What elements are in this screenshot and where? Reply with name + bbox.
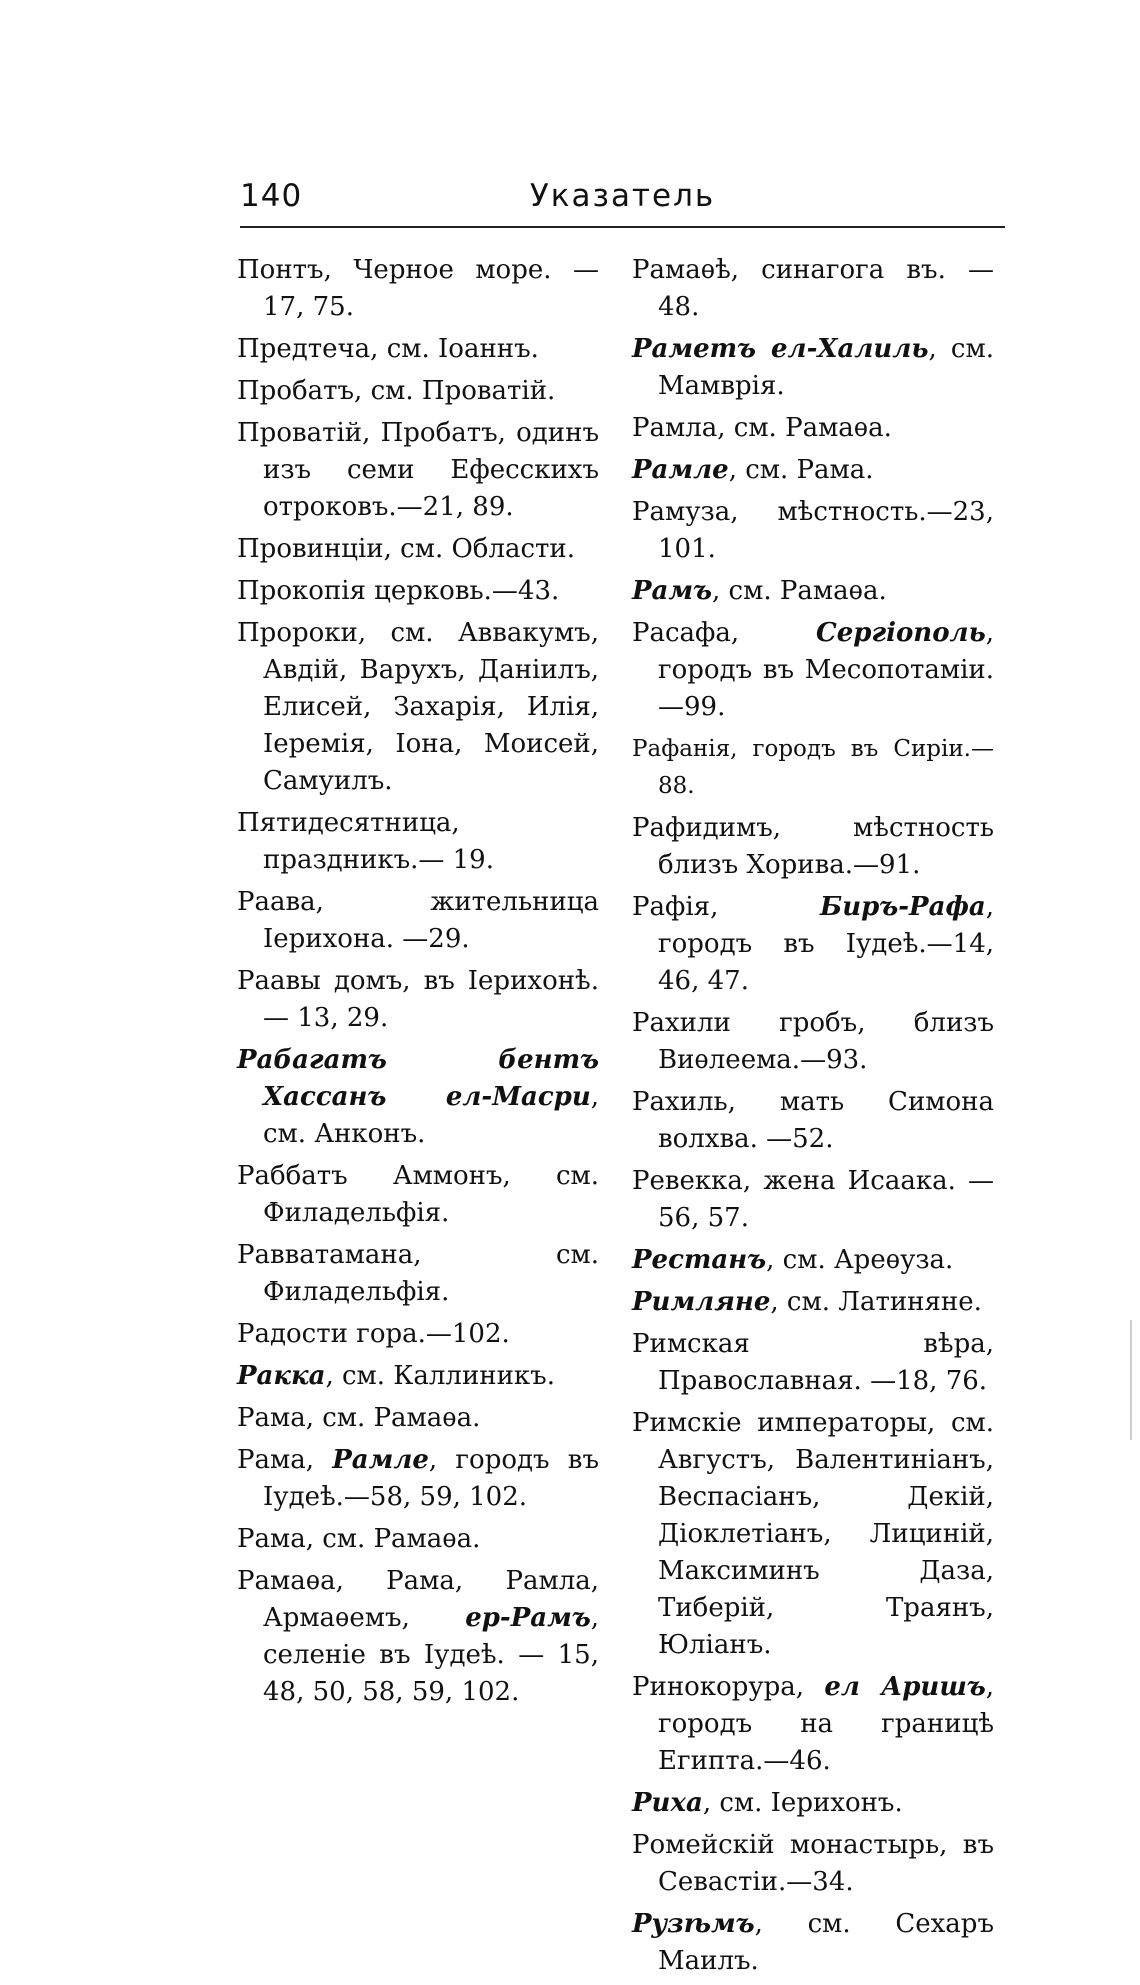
index-entry-italic-term: Рамъ: [632, 576, 713, 606]
index-entry: [632, 1163, 994, 1237]
index-entry: [237, 1237, 599, 1311]
index-entry-italic-term: Риха: [632, 1788, 703, 1818]
index-entry-text: , городъ на границѣ Египта.—46.: [658, 1672, 995, 1776]
index-entry-italic-term: Раметъ ел-Халиль: [632, 334, 929, 364]
index-entry: [237, 1358, 599, 1395]
index-entry-text: , см. Каллиникъ.: [325, 1361, 555, 1391]
index-entry: [237, 1316, 599, 1353]
index-entry: [632, 889, 994, 1000]
index-entry: [237, 1563, 599, 1711]
index-entry-text: Прокопія церковь.—43.: [237, 576, 560, 606]
index-entry: [237, 1400, 599, 1437]
index-entry-text: , см. Іерихонъ.: [702, 1788, 903, 1818]
page-number: 140: [240, 178, 303, 214]
index-entry-text: Предтеча, см. Іоаннъ.: [237, 334, 539, 364]
index-entry: [237, 1042, 599, 1153]
index-entry-text: Раава, жительница Іерихона. —29.: [237, 887, 599, 954]
index-entry: [632, 1405, 994, 1664]
index-entry-text: , см. Сехаръ Маилъ.: [658, 1909, 994, 1976]
index-entry-text: , селеніе въ Іудеѣ. — 15, 48, 50, 58, 59, 102.: [263, 1603, 599, 1707]
index-entry-italic-term: Сергіополь: [816, 618, 986, 648]
index-entry: [237, 1158, 599, 1232]
index-entry-text: Понтъ, Черное море. — 17, 75.: [237, 255, 599, 322]
index-entry: [237, 415, 599, 526]
index-entry-text: , см. Ареѳуза.: [766, 1245, 954, 1275]
index-entry: [632, 573, 994, 610]
index-entry: [237, 963, 599, 1037]
index-column-right: [632, 252, 994, 1985]
index-entry-text: Рама, см. Рамаѳа.: [237, 1403, 481, 1433]
index-entry-text: Рахиль, мать Симона волхва. —52.: [632, 1087, 994, 1154]
page-edge-shadow: [1130, 1320, 1132, 1440]
index-column-left: [237, 252, 599, 1716]
index-entry-text: Раббатъ Аммонъ, см. Филадельфія.: [237, 1161, 599, 1228]
index-entry: [237, 1442, 599, 1516]
index-entry: [632, 331, 994, 405]
index-entry-italic-term: Рабагатъ бентъ Хассанъ ел-Масри: [237, 1045, 599, 1112]
index-entry-italic-term: Рузѣмъ: [632, 1909, 755, 1939]
index-entry: [237, 573, 599, 610]
index-entry-text: , городъ въ Іудеѣ.—58, 59, 102.: [263, 1445, 599, 1512]
index-entry-text: Раавы домъ, въ Іерихонѣ. — 13, 29.: [237, 966, 599, 1033]
index-entry-text: Рафанія, городъ въ Сиріи.—88.: [632, 736, 994, 799]
index-entry-text: Рама,: [237, 1445, 333, 1475]
index-entry-italic-term: Ракка: [237, 1361, 326, 1391]
index-entry-text: Равватамана, см. Филадельфія.: [237, 1240, 599, 1307]
index-entry-text: , городъ въ Іудеѣ.—14, 46, 47.: [658, 892, 994, 996]
index-entry: [632, 810, 994, 884]
index-entry-text: Пятидесятница, праздникъ.— 19.: [237, 808, 494, 875]
index-entry-text: , см. Мамврія.: [658, 334, 994, 401]
index-entry: [237, 805, 599, 879]
page-header: [240, 178, 1005, 224]
index-entry-text: , см. Рамаѳа.: [712, 576, 887, 606]
index-entry-italic-term: Биръ-Рафа: [820, 892, 986, 922]
index-entry: [237, 331, 599, 368]
index-entry: [632, 1827, 994, 1901]
index-entry-italic-term: ер-Рамъ: [465, 1603, 591, 1633]
index-entry-text: Радости гора.—102.: [237, 1319, 510, 1349]
header-rule: [240, 226, 1005, 228]
index-entry-text: Провинціи, см. Области.: [237, 534, 575, 564]
index-entry-italic-term: Рамле: [632, 455, 729, 485]
index-entry: [237, 615, 599, 800]
index-entry: [632, 731, 994, 805]
index-entry-text: Пробатъ, см. Проватій.: [237, 376, 556, 406]
index-entry: [632, 410, 994, 447]
index-entry: [632, 1906, 994, 1980]
index-entry-text: Рамаѳа, Рама, Рамла, Армаѳемъ,: [237, 1566, 599, 1633]
index-entry: [632, 452, 994, 489]
index-entry-text: , городъ въ Месопотаміи.—99.: [658, 618, 994, 722]
index-entry: [632, 615, 994, 726]
index-entry-text: , см. Латиняне.: [770, 1287, 982, 1317]
index-entry: [632, 1326, 994, 1400]
index-entry-text: Пророки, см. Аввакумъ, Авдій, Варухъ, Даніилъ, Елисей, Захарія, Илія, Іеремія, Іона, Моисей, Самуилъ.: [237, 618, 599, 796]
index-entry: [632, 1284, 994, 1321]
index-entry: [632, 1785, 994, 1822]
index-entry-text: Рафидимъ, мѣстность близъ Хорива.—91.: [632, 813, 994, 880]
index-entry: [632, 494, 994, 568]
index-entry-text: Рахили гробъ, близъ Виѳлеема.—93.: [632, 1008, 994, 1075]
index-entry: [632, 252, 994, 326]
index-entry: [237, 252, 599, 326]
running-title: Указатель: [529, 178, 716, 214]
index-entry: [632, 1005, 994, 1079]
index-entry: [237, 373, 599, 410]
index-entry-text: Рамаѳѣ, синагога въ. — 48.: [632, 255, 994, 322]
index-entry-text: Ромейскій монастырь, въ Севастіи.—34.: [632, 1830, 994, 1897]
index-entry-italic-term: Рамле: [332, 1445, 429, 1475]
index-entry: [632, 1669, 994, 1780]
index-entry-text: Римская вѣра, Православная. —18, 76.: [632, 1329, 994, 1396]
index-entry: [632, 1084, 994, 1158]
index-entry-italic-term: Римляне: [632, 1287, 771, 1317]
index-entry: [237, 884, 599, 958]
index-entry-italic-term: ел Аришъ: [824, 1672, 986, 1702]
index-entry-text: , см. Рама.: [728, 455, 874, 485]
index-entry-text: Рама, см. Рамаѳа.: [237, 1524, 481, 1554]
index-entry: [237, 531, 599, 568]
index-entry-text: Рамла, см. Рамаѳа.: [632, 413, 892, 443]
index-entry-text: Рафія,: [632, 892, 821, 922]
index-entry-text: Римскіе императоры, см. Августъ, Валентиніанъ, Веспасіанъ, Декій, Діоклетіанъ, Лициній, Максиминъ Даза, Тиберій, Траянъ, Юліанъ.: [632, 1408, 994, 1660]
index-entry-text: , см. Анконъ.: [263, 1082, 599, 1149]
index-entry-text: Ринокорура,: [632, 1672, 825, 1702]
index-entry: [632, 1242, 994, 1279]
index-entry-text: Проватій, Пробатъ, одинъ изъ семи Ефесскихъ отроковъ.—21, 89.: [237, 418, 599, 522]
index-entry-text: Расафа,: [632, 618, 817, 648]
index-entry-text: Рамуза, мѣстность.—23, 101.: [632, 497, 994, 564]
index-entry-italic-term: Рестанъ: [632, 1245, 767, 1275]
index-entry-text: Ревекка, жена Исаака. — 56, 57.: [632, 1166, 994, 1233]
index-entry: [237, 1521, 599, 1558]
